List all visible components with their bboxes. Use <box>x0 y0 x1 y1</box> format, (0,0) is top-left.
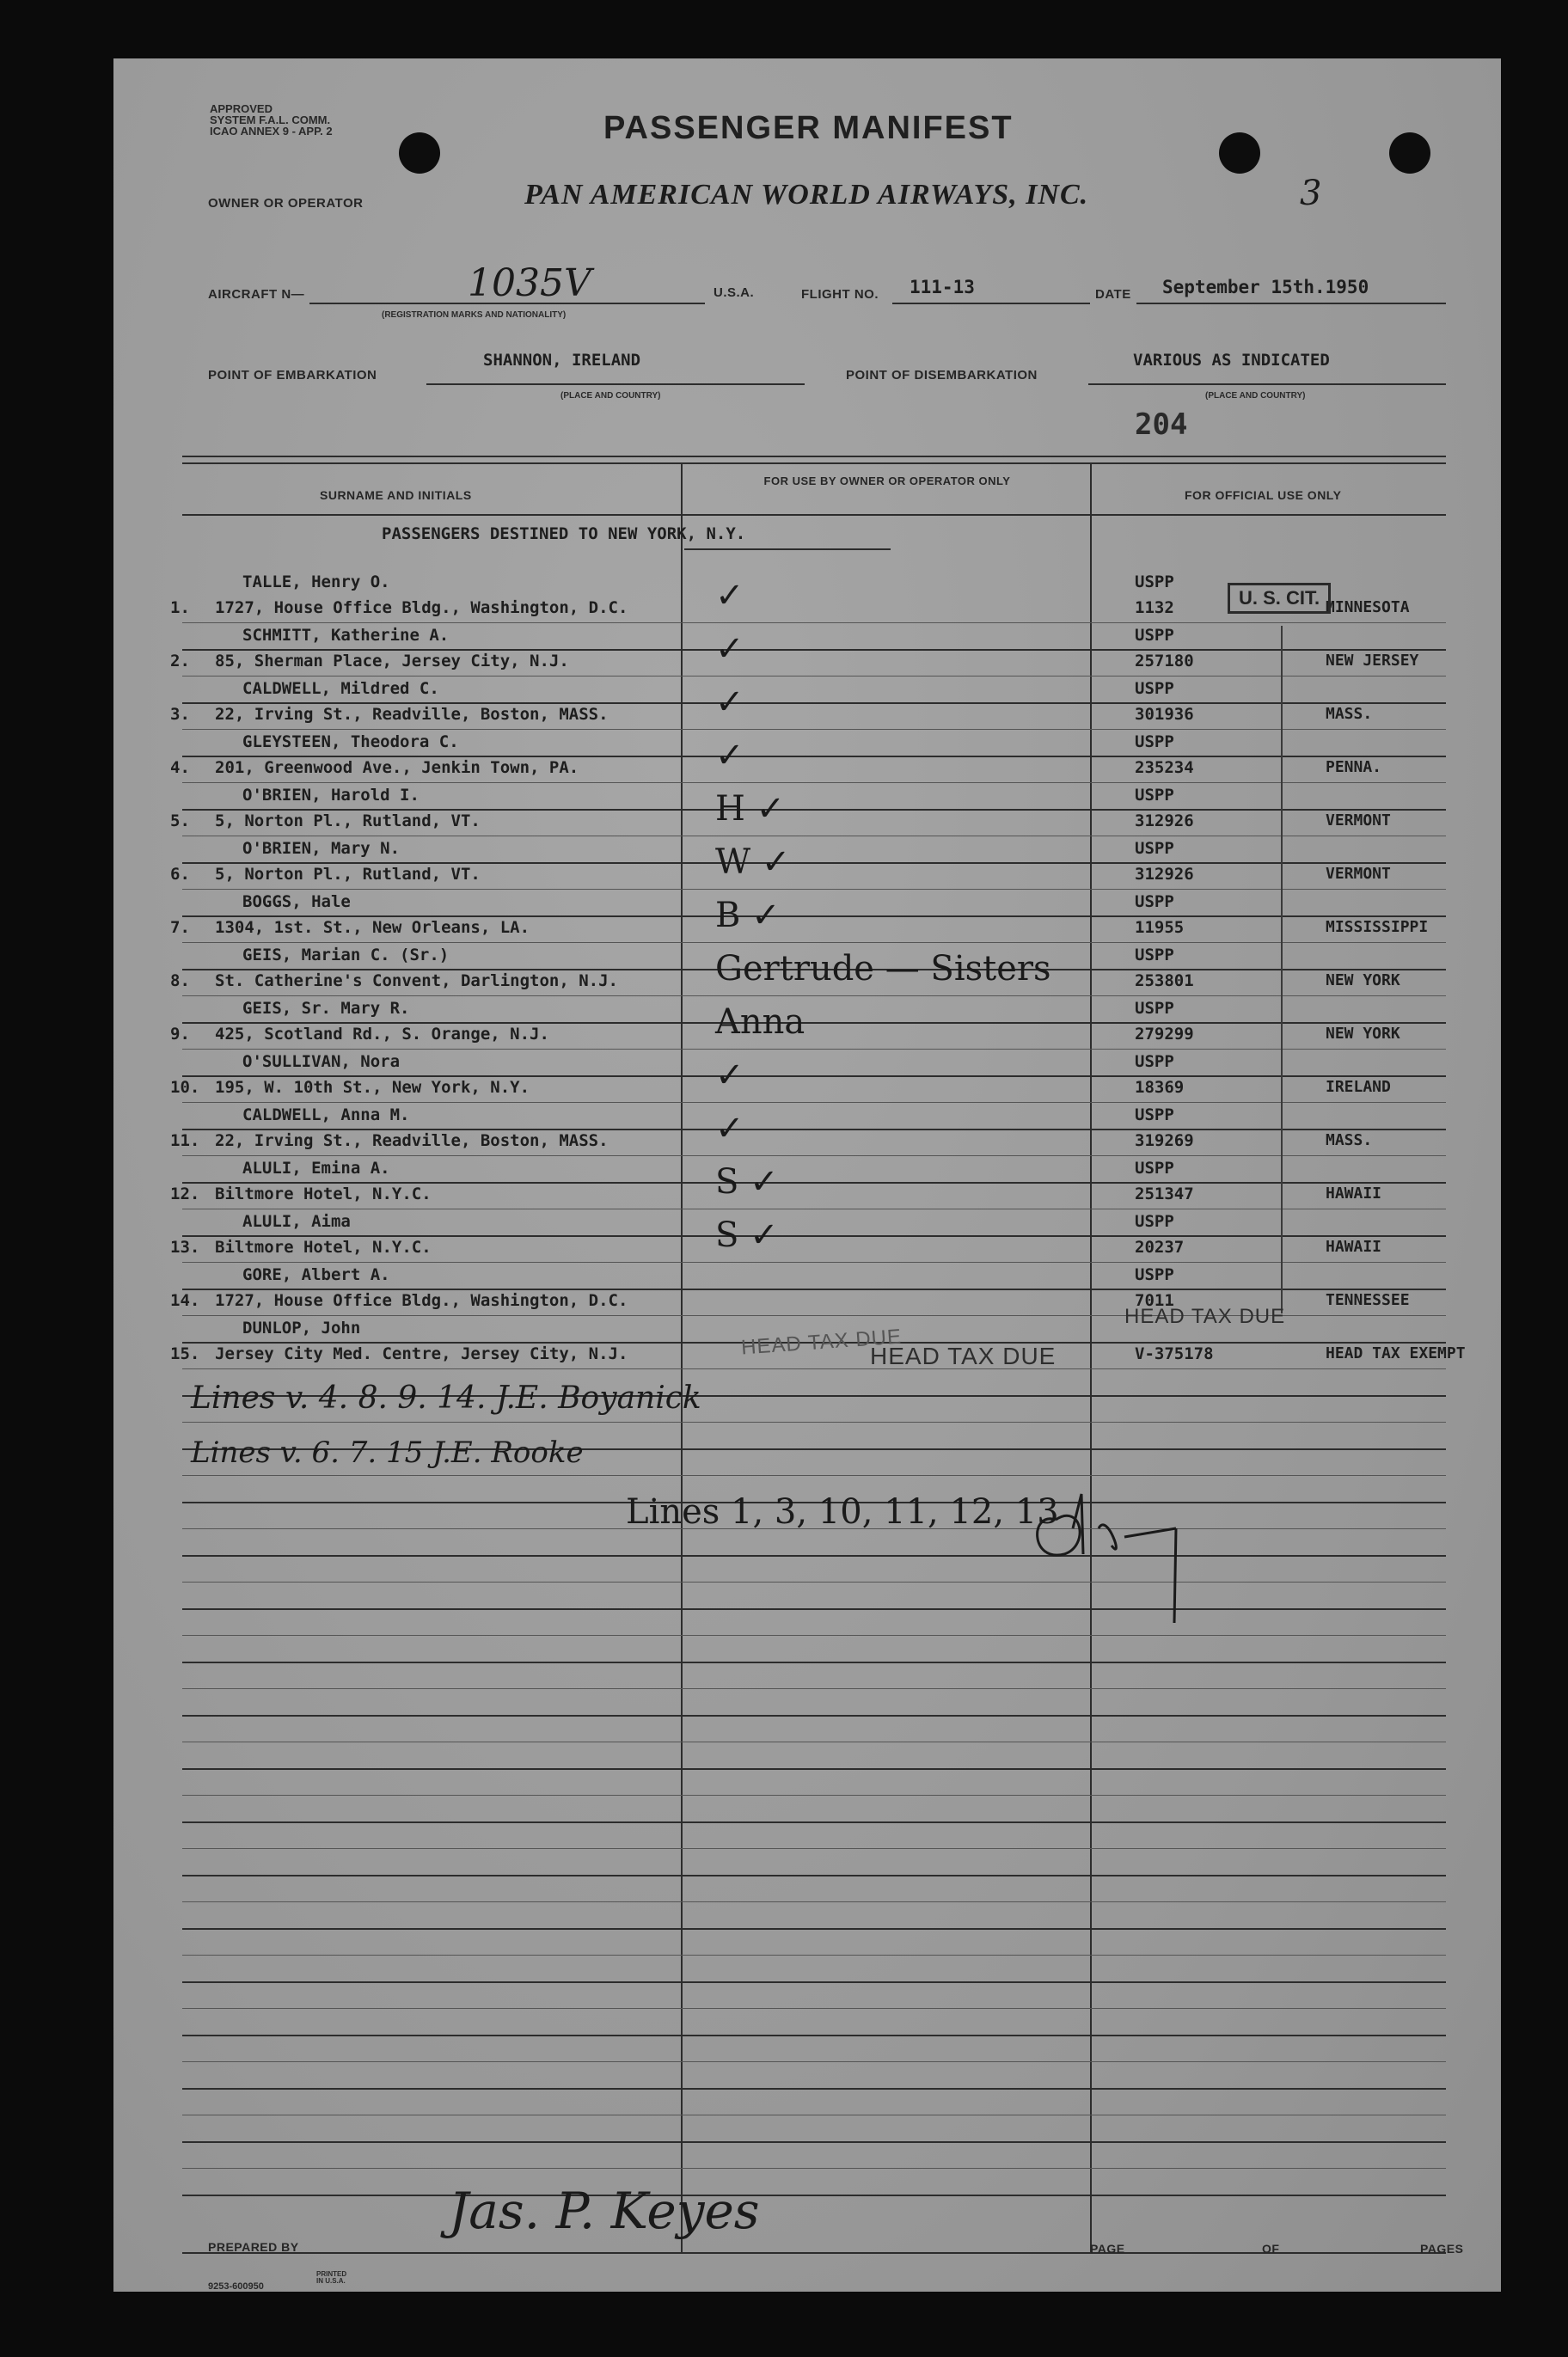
passenger-name: SCHMITT, Katherine A. <box>242 626 450 645</box>
table-rule-line <box>182 729 1446 730</box>
table-rule-line <box>182 862 1446 864</box>
page-label: PAGE <box>1090 2242 1125 2256</box>
embark-label: POINT OF EMBARKATION <box>208 368 377 383</box>
table-rule-line <box>182 942 1446 943</box>
passenger-name: ALULI, Emina A. <box>242 1159 390 1178</box>
passenger-doc-number: 279299 <box>1135 1025 1194 1044</box>
passenger-number: 3. <box>170 705 190 724</box>
passenger-number: 10. <box>170 1078 200 1097</box>
passenger-check-mark: ✓ <box>715 736 744 775</box>
table-rule-line <box>182 1848 1446 1849</box>
passenger-check-mark: S ✓ <box>715 1215 779 1255</box>
passenger-number: 2. <box>170 652 190 670</box>
table-rule-line <box>182 756 1446 757</box>
annotation-signature-3 <box>1030 1477 1185 1632</box>
passenger-address: Biltmore Hotel, N.Y.C. <box>215 1238 432 1257</box>
col-header-owner <box>758 474 1016 487</box>
passenger-doc-number: 301936 <box>1135 705 1194 724</box>
punch-hole-left <box>399 132 440 174</box>
operator-name: PAN AMERICAN WORLD AIRWAYS, INC. <box>524 179 1089 211</box>
table-rule-line <box>182 1022 1446 1024</box>
passenger-doc-number: 312926 <box>1135 811 1194 830</box>
table-rule-line <box>182 1129 1446 1130</box>
passenger-number: 9. <box>170 1025 190 1044</box>
passenger-address: 22, Irving St., Readville, Boston, MASS. <box>215 1131 609 1150</box>
us-cit-stamp <box>1228 583 1331 614</box>
passenger-check-mark: W ✓ <box>715 842 791 882</box>
page-underline <box>1128 2252 1197 2254</box>
passenger-number: 1. <box>170 598 190 617</box>
passenger-doc-type: USPP <box>1135 786 1174 805</box>
col-divider-1 <box>681 462 683 2252</box>
passenger-number: 11. <box>170 1131 200 1150</box>
passenger-doc-type: USPP <box>1135 572 1174 591</box>
date-label: DATE <box>1095 287 1131 302</box>
passenger-number: 6. <box>170 865 190 884</box>
passenger-address: 22, Irving St., Readville, Boston, MASS. <box>215 705 609 724</box>
passenger-address: 201, Greenwood Ave., Jenkin Town, PA. <box>215 758 579 777</box>
table-rule-line <box>182 2088 1446 2090</box>
passenger-state: PENNA. <box>1326 758 1382 776</box>
passenger-check-mark: ✓ <box>715 576 744 615</box>
passenger-doc-number: 11955 <box>1135 918 1185 937</box>
prepared-label: PREPARED BY <box>208 2240 299 2254</box>
official-bracket-line <box>1281 626 1283 1313</box>
passenger-doc-number: 319269 <box>1135 1131 1194 1150</box>
table-top-rule <box>182 456 1446 457</box>
passenger-address: 195, W. 10th St., New York, N.Y. <box>215 1078 530 1097</box>
table-rule-line <box>182 2195 1446 2196</box>
passenger-doc-type: USPP <box>1135 1265 1174 1284</box>
passenger-state: NEW JERSEY <box>1326 652 1419 670</box>
passenger-state: IRELAND <box>1326 1078 1391 1096</box>
passenger-state: VERMONT <box>1326 865 1391 883</box>
aircraft-sublabel: (REGISTRATION MARKS AND NATIONALITY) <box>382 310 567 320</box>
passenger-name: TALLE, Henry O. <box>242 572 390 591</box>
passenger-name: CALDWELL, Mildred C. <box>242 679 439 698</box>
passenger-doc-number: 257180 <box>1135 652 1194 670</box>
table-rule-line <box>182 1715 1446 1717</box>
stamp-number: 204 <box>1135 407 1188 442</box>
passenger-check-mark: ✓ <box>715 1109 744 1148</box>
date-underline <box>1136 303 1446 304</box>
us-cit-stamp-text: U. S. CIT. <box>1239 587 1320 609</box>
table-rule-line <box>182 702 1446 704</box>
table-top-rule-2 <box>182 462 1446 464</box>
passenger-doc-type: USPP <box>1135 1105 1174 1124</box>
passenger-check-mark: Anna <box>715 1002 805 1042</box>
passenger-state: HAWAII <box>1326 1185 1382 1203</box>
usa-label: U.S.A. <box>714 285 755 300</box>
passenger-check-mark: ✓ <box>715 683 744 722</box>
head-tax-stamp-2: HEAD TAX DUE <box>870 1343 1057 1369</box>
passenger-doc-number: 251347 <box>1135 1185 1194 1203</box>
disembark-value: VARIOUS AS INDICATED <box>1133 351 1330 370</box>
passenger-doc-number: 235234 <box>1135 758 1194 777</box>
passenger-address: 5, Norton Pl., Rutland, VT. <box>215 865 481 884</box>
passenger-doc-type: USPP <box>1135 679 1174 698</box>
passenger-check-mark: ✓ <box>715 1056 744 1095</box>
table-rule-line <box>182 1102 1446 1103</box>
passenger-name: O'SULLIVAN, Nora <box>242 1052 401 1071</box>
disembark-label: POINT OF DISEMBARKATION <box>846 368 1038 383</box>
approved-line: SYSTEM F.A.L. COMM. <box>210 113 331 126</box>
flight-label: FLIGHT NO. <box>801 287 879 302</box>
passenger-doc-type: USPP <box>1135 732 1174 751</box>
table-rule-line <box>182 1795 1446 1796</box>
table-rule-line <box>182 1901 1446 1902</box>
passenger-address: 425, Scotland Rd., S. Orange, N.J. <box>215 1025 549 1044</box>
table-rule-line <box>182 1075 1446 1077</box>
table-rule-line <box>182 1688 1446 1689</box>
passenger-number: 7. <box>170 918 190 937</box>
passenger-address: 1727, House Office Bldg., Washington, D.C. <box>215 598 628 617</box>
table-rule-line <box>182 2168 1446 2169</box>
passenger-doc-number: 7011 <box>1135 1291 1174 1310</box>
table-rule-line <box>182 1955 1446 1956</box>
passenger-number: 8. <box>170 971 190 990</box>
passenger-number: 12. <box>170 1185 200 1203</box>
table-rule-line <box>182 2008 1446 2009</box>
passenger-doc-type: USPP <box>1135 1159 1174 1178</box>
passenger-doc-number: 18369 <box>1135 1078 1185 1097</box>
date-value: September 15th.1950 <box>1162 277 1369 297</box>
passenger-check-mark: H ✓ <box>715 789 786 829</box>
table-rule-line <box>182 1555 1446 1557</box>
table-rule-line <box>182 1289 1446 1290</box>
approved-line: APPROVED <box>210 102 273 115</box>
passenger-address: St. Catherine's Convent, Darlington, N.J. <box>215 971 618 990</box>
embark-value: SHANNON, IRELAND <box>483 351 641 370</box>
passenger-state: HAWAII <box>1326 1238 1382 1256</box>
table-rule-line <box>182 2061 1446 2062</box>
table-rule-line <box>182 1475 1446 1476</box>
table-rule-line <box>182 1768 1446 1770</box>
passenger-number: 15. <box>170 1344 200 1363</box>
embark-underline <box>426 383 805 385</box>
table-rule-line <box>182 1155 1446 1156</box>
table-rule-line <box>182 1635 1446 1636</box>
passenger-doc-type: USPP <box>1135 999 1174 1018</box>
punch-hole-right-1 <box>1219 132 1260 174</box>
passenger-check-mark: Gertrude — Sisters <box>715 949 1051 989</box>
flight-value: 111-13 <box>910 277 975 297</box>
head-tax-stamp-3: HEAD TAX DUE <box>1124 1305 1286 1328</box>
passenger-number: 5. <box>170 811 190 830</box>
table-rule-line <box>182 1981 1446 1983</box>
manifest-sheet <box>113 58 1501 2292</box>
passenger-name: DUNLOP, John <box>242 1319 361 1338</box>
header-bottom-rule <box>182 514 1446 516</box>
passenger-check-mark: B ✓ <box>715 896 781 935</box>
passenger-state: TENNESSEE <box>1326 1291 1410 1309</box>
passenger-doc-number: 1132 <box>1135 598 1174 617</box>
owner-label: OWNER OR OPERATOR <box>208 196 364 211</box>
passenger-doc-number: 312926 <box>1135 865 1194 884</box>
passenger-address: 1304, 1st. St., New Orleans, LA. <box>215 918 530 937</box>
passenger-name: O'BRIEN, Harold I. <box>242 786 420 805</box>
passenger-address: 1727, House Office Bldg., Washington, D.C. <box>215 1291 628 1310</box>
annotation-line-3: Lines 1, 3, 10, 11, 12, 13 <box>626 1492 1059 1532</box>
passenger-number: 13. <box>170 1238 200 1257</box>
col-divider-2 <box>1090 462 1092 2252</box>
passenger-number: 4. <box>170 758 190 777</box>
head-tax-stamp-1: HEAD TAX DUE <box>740 1325 903 1360</box>
passenger-doc-type: USPP <box>1135 1052 1174 1071</box>
disembark-sublabel: (PLACE AND COUNTRY) <box>1205 391 1306 401</box>
footer-rule <box>182 2252 1446 2254</box>
table-rule-line <box>182 1608 1446 1610</box>
table-rule-line <box>182 1235 1446 1237</box>
passenger-doc-type: USPP <box>1135 839 1174 858</box>
passenger-state: NEW YORK <box>1326 971 1400 989</box>
passenger-check-mark: S ✓ <box>715 1162 779 1202</box>
punch-hole-right-2 <box>1389 132 1430 174</box>
embark-sublabel: (PLACE AND COUNTRY) <box>560 391 661 401</box>
table-rule-line <box>182 1262 1446 1263</box>
table-rule-line <box>182 1662 1446 1663</box>
passenger-name: GORE, Albert A. <box>242 1265 390 1284</box>
table-rule-line <box>182 809 1446 811</box>
passenger-address: 85, Sherman Place, Jersey City, N.J. <box>215 652 569 670</box>
table-rule-line <box>182 889 1446 890</box>
table-rule-line <box>182 622 1446 623</box>
passenger-name: GEIS, Marian C. (Sr.) <box>242 946 450 964</box>
passenger-state: HEAD TAX EXEMPT <box>1326 1344 1466 1362</box>
sheet-number: 3 <box>1300 174 1322 213</box>
aircraft-value: 1035V <box>468 261 591 305</box>
table-rule-line <box>182 782 1446 783</box>
passenger-state: VERMONT <box>1326 811 1391 830</box>
printed-label: PRINTED IN U.S.A. <box>316 2270 347 2285</box>
table-rule-line <box>182 995 1446 996</box>
passenger-state: MASS. <box>1326 1131 1373 1149</box>
passenger-check-mark: ✓ <box>715 629 744 669</box>
passenger-state: MISSISSIPPI <box>1326 918 1429 936</box>
section-underline <box>684 548 891 550</box>
passenger-address: Biltmore Hotel, N.Y.C. <box>215 1185 432 1203</box>
passenger-state: NEW YORK <box>1326 1025 1400 1043</box>
table-rule-line <box>182 1928 1446 1930</box>
passenger-doc-type: USPP <box>1135 626 1174 645</box>
prepared-signature: Jas. P. Keyes <box>449 2182 760 2240</box>
table-rule-line <box>182 1182 1446 1184</box>
page-title: PASSENGER MANIFEST <box>603 110 1014 146</box>
table-rule-line <box>182 2035 1446 2036</box>
of-label: OF <box>1262 2242 1280 2256</box>
table-rule-line <box>182 915 1446 917</box>
annotation-line-1: Lines v. 4. 8. 9. 14. J.E. Boyanick <box>191 1381 701 1416</box>
table-rule-line <box>182 1582 1446 1583</box>
passenger-doc-number: V-375178 <box>1135 1344 1214 1363</box>
passenger-name: CALDWELL, Anna M. <box>242 1105 410 1124</box>
table-rule-line <box>182 1875 1446 1876</box>
col-header-surname: SURNAME AND INITIALS <box>320 488 472 502</box>
passenger-name: O'BRIEN, Mary N. <box>242 839 401 858</box>
table-rule-line <box>182 1049 1446 1050</box>
passenger-state: MASS. <box>1326 705 1373 723</box>
passenger-name: GLEYSTEEN, Theodora C. <box>242 732 459 751</box>
section-heading: PASSENGERS DESTINED TO NEW YORK, N.Y. <box>382 524 746 543</box>
form-number: 9253-600950 <box>208 2281 264 2292</box>
passenger-name: GEIS, Sr. Mary R. <box>242 999 410 1018</box>
table-rule-line <box>182 649 1446 651</box>
table-rule-line <box>182 1821 1446 1823</box>
passenger-address: Jersey City Med. Centre, Jersey City, N.J. <box>215 1344 628 1363</box>
pages-label: PAGES <box>1420 2242 1464 2256</box>
passenger-number: 14. <box>170 1291 200 1310</box>
col-header-owner-text: FOR USE BY OWNER OR OPERATOR ONLY <box>763 474 1011 487</box>
passenger-name: BOGGS, Hale <box>242 892 351 911</box>
approved-block <box>210 103 333 137</box>
aircraft-label: AIRCRAFT N— <box>208 287 305 302</box>
col-header-official: FOR OFFICIAL USE ONLY <box>1185 488 1342 502</box>
passenger-doc-type: USPP <box>1135 892 1174 911</box>
table-rule-line <box>182 2141 1446 2143</box>
table-rule-line <box>182 1368 1446 1369</box>
passenger-doc-number: 20237 <box>1135 1238 1185 1257</box>
annotation-line-2: Lines v. 6. 7. 15 J.E. Rooke <box>191 1436 584 1470</box>
flight-underline <box>892 303 1090 304</box>
disembark-underline <box>1088 383 1446 385</box>
passenger-doc-type: USPP <box>1135 946 1174 964</box>
passenger-doc-number: 253801 <box>1135 971 1194 990</box>
approved-line: ICAO ANNEX 9 - APP. 2 <box>210 125 333 138</box>
table-rule-line <box>182 1422 1446 1423</box>
passenger-address: 5, Norton Pl., Rutland, VT. <box>215 811 481 830</box>
passenger-state: MINNESOTA <box>1326 598 1410 616</box>
passenger-doc-type: USPP <box>1135 1212 1174 1231</box>
passenger-name: ALULI, Aima <box>242 1212 351 1231</box>
